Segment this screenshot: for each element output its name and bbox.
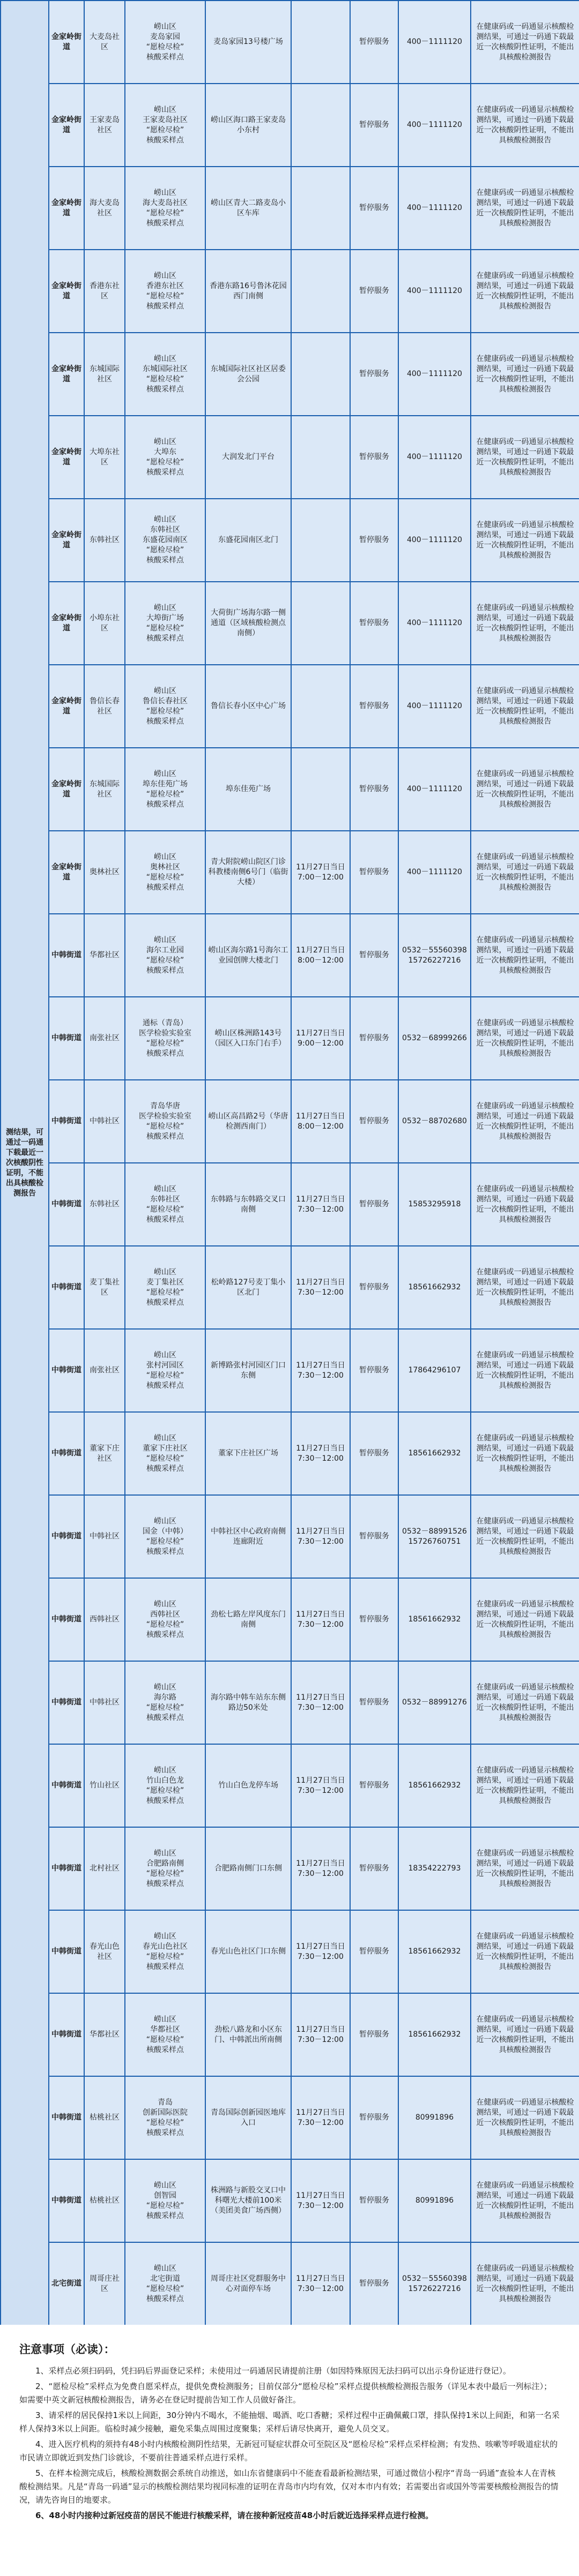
time-cell <box>291 1 350 84</box>
community-cell: 小埠东社区 <box>84 582 125 665</box>
service-status-cell: 暂停服务 <box>350 1744 398 1827</box>
community-cell: 海大麦岛社区 <box>84 167 125 250</box>
street-cell: 中韩街道 <box>49 1661 84 1744</box>
address-cell: 海尔路中韩车站东东侧路边50米处 <box>205 1661 291 1744</box>
table-row <box>1 167 579 250</box>
table-row <box>1 1661 579 1744</box>
service-status-cell: 暂停服务 <box>350 914 398 997</box>
community-cell: 华都社区 <box>84 914 125 997</box>
site-name-cell: 崂山区 麦丁集社区 “愿检尽检” 核酸采样点 <box>125 1246 205 1329</box>
community-cell: 枯桃社区 <box>84 2159 125 2242</box>
service-status-cell: 暂停服务 <box>350 1246 398 1329</box>
time-cell: 11月27日当日 7:30－12:00 <box>291 2076 350 2159</box>
table-row <box>1 1080 579 1163</box>
notes-section <box>0 2325 579 2576</box>
note-item: 3、请采样的居民保持1米以上间距，30分钟内不喝水，不能抽烟、喝酒、吃口香糖；采样过程中正确佩戴口罩，排队保持1米以上间距，和第一名采样人保持3米以上间距。临检时减少接触，避免采集点周围过度聚集；采样后请尽快离开，避免人员交叉。 <box>19 2410 560 2434</box>
report-note-cell: 在健康码或一码通显示核酸检测结果，可通过一码通下载最近一次核酸阴性证明，不能出具核酸检测报告 <box>471 831 579 914</box>
report-note-cell: 在健康码或一码通显示核酸检测结果，可通过一码通下载最近一次核酸阴性证明，不能出具核酸检测报告 <box>471 582 579 665</box>
site-name-cell: 青岛华唐 医学检验实验室 “愿检尽检” 核酸采样点 <box>125 1080 205 1163</box>
address-cell: 崂山区海尔路1号海尔工业园创牌大楼北门 <box>205 914 291 997</box>
community-cell: 春光山色社区 <box>84 1910 125 1993</box>
phone-cell: 18561662932 <box>398 1744 471 1827</box>
street-cell: 中韩街道 <box>49 1993 84 2076</box>
phone-cell: 17864296107 <box>398 1329 471 1412</box>
service-status-cell: 暂停服务 <box>350 1163 398 1246</box>
phone-cell: 400－1111120 <box>398 499 471 582</box>
street-cell: 中韩街道 <box>49 1246 84 1329</box>
report-note-cell: 在健康码或一码通显示核酸检测结果，可通过一码通下载最近一次核酸阴性证明，不能出具核酸检测报告 <box>471 2076 579 2159</box>
phone-cell: 18561662932 <box>398 1412 471 1495</box>
table-row <box>1 1246 579 1329</box>
street-cell: 中韩街道 <box>49 1495 84 1578</box>
report-note-cell: 在健康码或一码通显示核酸检测结果，可通过一码通下载最近一次核酸阴性证明，不能出具核酸检测报告 <box>471 84 579 167</box>
table-row <box>1 1 579 84</box>
street-cell: 中韩街道 <box>49 1827 84 1910</box>
table-row <box>1 1329 579 1412</box>
address-cell: 青大附院崂山院区门诊科教楼南侧6号门（临街大楼） <box>205 831 291 914</box>
site-name-cell: 崂山区 香港东社区 “愿检尽检” 核酸采样点 <box>125 250 205 333</box>
table-row <box>1 1827 579 1910</box>
time-cell <box>291 167 350 250</box>
community-cell: 香港东社区 <box>84 250 125 333</box>
community-cell: 东韩社区 <box>84 1163 125 1246</box>
time-cell <box>291 665 350 748</box>
service-status-cell: 暂停服务 <box>350 333 398 416</box>
report-note-cell: 在健康码或一码通显示核酸检测结果，可通过一码通下载最近一次核酸阴性证明，不能出具核酸检测报告 <box>471 1329 579 1412</box>
community-cell: 竹山社区 <box>84 1744 125 1827</box>
service-status-cell: 暂停服务 <box>350 1910 398 1993</box>
table-row <box>1 1910 579 1993</box>
table-row <box>1 84 579 167</box>
time-cell <box>291 748 350 831</box>
address-cell: 崂山区海口路王家麦岛小东村 <box>205 84 291 167</box>
community-cell: 中韩社区 <box>84 1080 125 1163</box>
table-row <box>1 665 579 748</box>
address-cell: 青岛国际创新园医地库入口 <box>205 2076 291 2159</box>
site-name-cell: 崂山区 海尔工业园 “愿检尽检” 核酸采样点 <box>125 914 205 997</box>
site-name-cell: 崂山区 国金（中韩） “愿检尽检” 核酸采样点 <box>125 1495 205 1578</box>
service-status-cell: 暂停服务 <box>350 1827 398 1910</box>
street-cell: 金家岭街道 <box>49 665 84 748</box>
street-cell: 中韩街道 <box>49 1744 84 1827</box>
service-status-cell: 暂停服务 <box>350 1578 398 1661</box>
site-name-cell: 青岛 创新国际医院 “愿检尽检” 核酸采样点 <box>125 2076 205 2159</box>
community-cell: 奥林社区 <box>84 831 125 914</box>
report-note-cell: 在健康码或一码通显示核酸检测结果，可通过一码通下载最近一次核酸阴性证明，不能出具核酸检测报告 <box>471 914 579 997</box>
street-cell: 中韩街道 <box>49 1163 84 1246</box>
community-cell: 中韩社区 <box>84 1495 125 1578</box>
service-status-cell: 暂停服务 <box>350 1495 398 1578</box>
address-cell: 东韩路与东韩路交叉口南侧 <box>205 1163 291 1246</box>
report-note-cell: 在健康码或一码通显示核酸检测结果，可通过一码通下载最近一次核酸阴性证明，不能出具核酸检测报告 <box>471 1412 579 1495</box>
address-cell: 合肥路南侧门口东侧 <box>205 1827 291 1910</box>
community-cell: 周哥庄社区 <box>84 2242 125 2325</box>
report-note-cell: 在健康码或一码通显示核酸检测结果，可通过一码通下载最近一次核酸阴性证明，不能出具核酸检测报告 <box>471 997 579 1080</box>
street-cell: 中韩街道 <box>49 914 84 997</box>
report-note-cell: 在健康码或一码通显示核酸检测结果，可通过一码通下载最近一次核酸阴性证明，不能出具核酸检测报告 <box>471 2159 579 2242</box>
community-cell: 董家下庄社区 <box>84 1412 125 1495</box>
service-status-cell: 暂停服务 <box>350 1329 398 1412</box>
site-name-cell: 崂山区 海大麦岛社区 “愿检尽检” 核酸采样点 <box>125 167 205 250</box>
report-note-cell: 在健康码或一码通显示核酸检测结果，可通过一码通下载最近一次核酸阴性证明，不能出具核酸检测报告 <box>471 2242 579 2325</box>
report-note-cell: 在健康码或一码通显示核酸检测结果，可通过一码通下载最近一次核酸阴性证明，不能出具核酸检测报告 <box>471 1 579 84</box>
service-status-cell: 暂停服务 <box>350 1080 398 1163</box>
street-cell: 中韩街道 <box>49 2076 84 2159</box>
phone-cell: 400－1111120 <box>398 333 471 416</box>
service-status-cell: 暂停服务 <box>350 1993 398 2076</box>
street-cell: 北宅街道 <box>49 2242 84 2325</box>
phone-cell: 400－1111120 <box>398 582 471 665</box>
site-name-cell: 崂山区 奥林社区 “愿检尽检” 核酸采样点 <box>125 831 205 914</box>
site-name-cell: 通标（青岛） 医学检验实验室 “愿检尽检” 核酸采样点 <box>125 997 205 1080</box>
address-cell: 东盛花园南区北门 <box>205 499 291 582</box>
site-name-cell: 崂山区 王家麦岛社区 “愿检尽检” 核酸采样点 <box>125 84 205 167</box>
table-row <box>1 1412 579 1495</box>
community-cell: 枯桃社区 <box>84 2076 125 2159</box>
table-row <box>1 831 579 914</box>
time-cell <box>291 333 350 416</box>
phone-cell: 18561662932 <box>398 1910 471 1993</box>
address-cell: 大润发北门平台 <box>205 416 291 499</box>
service-status-cell: 暂停服务 <box>350 1412 398 1495</box>
service-status-cell: 暂停服务 <box>350 416 398 499</box>
time-cell: 11月27日当日 7:30－12:00 <box>291 2242 350 2325</box>
time-cell: 11月27日当日 7:30－12:00 <box>291 1495 350 1578</box>
service-status-cell: 暂停服务 <box>350 2076 398 2159</box>
time-cell: 11月27日当日 7:30－12:00 <box>291 1827 350 1910</box>
address-cell: 竹山白色龙停车场 <box>205 1744 291 1827</box>
time-cell: 11月27日当日 7:30－12:00 <box>291 1246 350 1329</box>
time-cell <box>291 84 350 167</box>
address-cell: 周哥庄社区党群服务中心对面停车场 <box>205 2242 291 2325</box>
report-note-cell: 在健康码或一码通显示核酸检测结果，可通过一码通下载最近一次核酸阴性证明，不能出具核酸检测报告 <box>471 665 579 748</box>
site-name-cell: 崂山区 西韩社区 “愿检尽检” 核酸采样点 <box>125 1578 205 1661</box>
community-cell: 华都社区 <box>84 1993 125 2076</box>
street-cell: 金家岭街道 <box>49 499 84 582</box>
service-status-cell: 暂停服务 <box>350 250 398 333</box>
report-note-cell: 在健康码或一码通显示核酸检测结果，可通过一码通下载最近一次核酸阴性证明，不能出具核酸检测报告 <box>471 1495 579 1578</box>
phone-cell: 0532－55560398 15726227216 <box>398 914 471 997</box>
site-name-cell: 崂山区 春光山色社区 “愿检尽检” 核酸采样点 <box>125 1910 205 1993</box>
table-row <box>1 1163 579 1246</box>
table-row <box>1 2242 579 2325</box>
time-cell <box>291 499 350 582</box>
service-status-cell: 暂停服务 <box>350 84 398 167</box>
address-cell: 埠东佳苑广场 <box>205 748 291 831</box>
time-cell: 11月27日当日 7:30－12:00 <box>291 1329 350 1412</box>
report-note-cell: 在健康码或一码通显示核酸检测结果，可通过一码通下载最近一次核酸阴性证明，不能出具核酸检测报告 <box>471 748 579 831</box>
time-cell: 11月27日当日 7:00－12:00 <box>291 831 350 914</box>
phone-cell: 0532－88991526 15726760751 <box>398 1495 471 1578</box>
street-cell: 中韩街道 <box>49 2159 84 2242</box>
community-cell: 王家麦岛社区 <box>84 84 125 167</box>
site-name-cell: 崂山区 麦岛家园 “愿检尽检” 核酸采样点 <box>125 1 205 84</box>
phone-cell: 400－1111120 <box>398 748 471 831</box>
community-cell: 东韩社区 <box>84 499 125 582</box>
community-cell: 东城国际社区 <box>84 748 125 831</box>
address-cell: 春光山色社区门口东侧 <box>205 1910 291 1993</box>
address-cell: 劲松八路龙和小区东门、中韩派出所南侧 <box>205 1993 291 2076</box>
time-cell <box>291 250 350 333</box>
phone-cell: 400－1111120 <box>398 84 471 167</box>
phone-cell: 80991896 <box>398 2159 471 2242</box>
time-cell: 11月27日当日 7:30－12:00 <box>291 1993 350 2076</box>
phone-cell: 400－1111120 <box>398 1 471 84</box>
time-cell: 11月27日当日 8:00－12:00 <box>291 1080 350 1163</box>
report-note-cell: 在健康码或一码通显示核酸检测结果，可通过一码通下载最近一次核酸阴性证明，不能出具核酸检测报告 <box>471 1910 579 1993</box>
phone-cell: 18561662932 <box>398 1246 471 1329</box>
table-row <box>1 1744 579 1827</box>
table-row <box>1 250 579 333</box>
street-cell: 中韩街道 <box>49 1329 84 1412</box>
site-name-cell: 崂山区 张村河园区 “愿检尽检” 核酸采样点 <box>125 1329 205 1412</box>
note-item: 6、48小时内接种过新冠疫苗的居民不能进行核酸采样，请在接种新冠疫苗48小时后就近选择采样点进行检测。 <box>35 2511 434 2520</box>
phone-cell: 400－1111120 <box>398 665 471 748</box>
table-row <box>1 1495 579 1578</box>
table-row <box>1 748 579 831</box>
address-cell: 新博路张村河园区门口东侧 <box>205 1329 291 1412</box>
site-name-cell: 崂山区 东韩社区 东盛花园南区 “愿检尽检” 核酸采样点 <box>125 499 205 582</box>
phone-cell: 400－1111120 <box>398 250 471 333</box>
service-status-cell: 暂停服务 <box>350 167 398 250</box>
service-status-cell: 暂停服务 <box>350 748 398 831</box>
table-row <box>1 416 579 499</box>
site-name-cell: 崂山区 东韩社区 “愿检尽检” 核酸采样点 <box>125 1163 205 1246</box>
street-cell: 金家岭街道 <box>49 167 84 250</box>
table-row <box>1 914 579 997</box>
address-cell: 东城国际社区社区居委会公园 <box>205 333 291 416</box>
time-cell: 11月27日当日 7:30－12:00 <box>291 1578 350 1661</box>
service-status-cell: 暂停服务 <box>350 1 398 84</box>
street-cell: 中韩街道 <box>49 997 84 1080</box>
side-note-text: 测结果，可通过一码通下载最近一次核酸阴性证明，不能出具核酸检测报告 <box>1 1 49 2325</box>
note-item: 2、“愿检尽检”采样点为免费自愿采样点，提供免费检测服务；目前仅部分“愿检尽检”采样点提供核酸检测报告服务（详见本表中最后一列标注）；如需要中英文新冠核酸检测报告，请务必在登记时提前告知工作人员做好备注。 <box>19 2382 552 2405</box>
time-cell: 11月27日当日 8:00－12:00 <box>291 914 350 997</box>
report-note-cell: 在健康码或一码通显示核酸检测结果，可通过一码通下载最近一次核酸阴性证明，不能出具核酸检测报告 <box>471 1246 579 1329</box>
time-cell: 11月27日当日 7:30－12:00 <box>291 1412 350 1495</box>
site-name-cell: 崂山区 竹山白色龙 “愿检尽检” 核酸采样点 <box>125 1744 205 1827</box>
street-cell: 金家岭街道 <box>49 1 84 84</box>
time-cell: 11月27日当日 7:30－12:00 <box>291 1910 350 1993</box>
street-cell: 金家岭街道 <box>49 333 84 416</box>
address-cell: 崂山区株洲路143号（园区入口东门右手） <box>205 997 291 1080</box>
community-cell: 南张社区 <box>84 1329 125 1412</box>
community-cell: 南张社区 <box>84 997 125 1080</box>
report-note-cell: 在健康码或一码通显示核酸检测结果，可通过一码通下载最近一次核酸阴性证明，不能出具核酸检测报告 <box>471 1578 579 1661</box>
street-cell: 金家岭街道 <box>49 250 84 333</box>
time-cell: 11月27日当日 7:30－12:00 <box>291 1744 350 1827</box>
address-cell: 香港东路16号鲁沐花园西门南侧 <box>205 250 291 333</box>
table-row <box>1 499 579 582</box>
site-name-cell: 崂山区 鲁信长春社区 “愿检尽检” 核酸采样点 <box>125 665 205 748</box>
service-status-cell: 暂停服务 <box>350 997 398 1080</box>
site-name-cell: 崂山区 埠东佳苑广场 “愿检尽检” 核酸采样点 <box>125 748 205 831</box>
note-item: 5、在样本检测完成后，核酸检测数据会系统自动推送，如山东省健康码中不能查看最新检测结果，可通过微信小程序“青岛一码通”查验本人在青核酸检测结果。凡是“青岛一码通”显示的核酸检测结果均视同标准的证明在青岛市内均有效，仅对本市内有效；若需要出省或国外等需要核酸检测报告的情况，请先咨询目的地要求。 <box>19 2468 559 2505</box>
phone-cell: 18354222793 <box>398 1827 471 1910</box>
service-status-cell: 暂停服务 <box>350 2242 398 2325</box>
phone-cell: 80991896 <box>398 2076 471 2159</box>
service-status-cell: 暂停服务 <box>350 665 398 748</box>
street-cell: 中韩街道 <box>49 1578 84 1661</box>
phone-cell: 0532－88702680 <box>398 1080 471 1163</box>
site-name-cell: 崂山区 海尔路 “愿检尽检” 核酸采样点 <box>125 1661 205 1744</box>
phone-cell: 18561662932 <box>398 1578 471 1661</box>
report-note-cell: 在健康码或一码通显示核酸检测结果，可通过一码通下载最近一次核酸阴性证明，不能出具核酸检测报告 <box>471 1993 579 2076</box>
site-name-cell: 崂山区 创智园 “愿检尽检” 核酸采样点 <box>125 2159 205 2242</box>
street-cell: 中韩街道 <box>49 1910 84 1993</box>
phone-cell: 400－1111120 <box>398 416 471 499</box>
time-cell <box>291 582 350 665</box>
report-note-cell: 在健康码或一码通显示核酸检测结果，可通过一码通下载最近一次核酸阴性证明，不能出具核酸检测报告 <box>471 1827 579 1910</box>
service-status-cell: 暂停服务 <box>350 499 398 582</box>
time-cell: 11月27日当日 7:30－12:00 <box>291 2159 350 2242</box>
phone-cell: 0532－68999266 <box>398 997 471 1080</box>
time-cell: 11月27日当日 7:30－12:00 <box>291 1163 350 1246</box>
street-cell: 金家岭街道 <box>49 84 84 167</box>
community-cell: 麦丁集社区 <box>84 1246 125 1329</box>
phone-cell: 18561662932 <box>398 1993 471 2076</box>
site-name-cell: 崂山区 东城国际社区 “愿检尽检” 核酸采样点 <box>125 333 205 416</box>
site-name-cell: 崂山区 合肥路南侧 “愿检尽检” 核酸采样点 <box>125 1827 205 1910</box>
report-note-cell: 在健康码或一码通显示核酸检测结果，可通过一码通下载最近一次核酸阴性证明，不能出具核酸检测报告 <box>471 167 579 250</box>
notes-title: 注意事项（必读）： <box>19 2343 115 2356</box>
site-name-cell: 崂山区 大埠街广场 “愿检尽检” 核酸采样点 <box>125 582 205 665</box>
report-note-cell: 在健康码或一码通显示核酸检测结果，可通过一码通下载最近一次核酸阴性证明，不能出具核酸检测报告 <box>471 1163 579 1246</box>
phone-cell: 0532－88991276 <box>398 1661 471 1744</box>
report-note-cell: 在健康码或一码通显示核酸检测结果，可通过一码通下载最近一次核酸阴性证明，不能出具核酸检测报告 <box>471 499 579 582</box>
phone-cell: 400－1111120 <box>398 831 471 914</box>
table-row <box>1 582 579 665</box>
address-cell: 大荷街广场海尔路一侧通道（区域核酸检测点南侧） <box>205 582 291 665</box>
community-cell: 北村社区 <box>84 1827 125 1910</box>
report-note-cell: 在健康码或一码通显示核酸检测结果，可通过一码通下载最近一次核酸阴性证明，不能出具核酸检测报告 <box>471 1661 579 1744</box>
table-row <box>1 2159 579 2242</box>
report-note-cell: 在健康码或一码通显示核酸检测结果，可通过一码通下载最近一次核酸阴性证明，不能出具核酸检测报告 <box>471 416 579 499</box>
phone-cell: 400－1111120 <box>398 167 471 250</box>
site-name-cell: 崂山区 北宅街道 “愿检尽检” 核酸采样点 <box>125 2242 205 2325</box>
community-cell: 中韩社区 <box>84 1661 125 1744</box>
address-cell: 中韩社区中心政府南侧连廊附近 <box>205 1495 291 1578</box>
table-row <box>1 2076 579 2159</box>
table-row <box>1 1993 579 2076</box>
time-cell <box>291 416 350 499</box>
community-cell: 大埠东社区 <box>84 416 125 499</box>
phone-cell: 0532－55560398 15726227216 <box>398 2242 471 2325</box>
address-cell: 董家下庄社区广场 <box>205 1412 291 1495</box>
street-cell: 金家岭街道 <box>49 582 84 665</box>
address-cell: 崂山区高昌路2号（华唐检测西南门） <box>205 1080 291 1163</box>
address-cell: 麦岛家园13号楼广场 <box>205 1 291 84</box>
report-note-cell: 在健康码或一码通显示核酸检测结果，可通过一码通下载最近一次核酸阴性证明，不能出具核酸检测报告 <box>471 1080 579 1163</box>
service-status-cell: 暂停服务 <box>350 2159 398 2242</box>
address-cell: 株洲路与新股交叉口中科曙光大楼前100米（美团美食广场西侧） <box>205 2159 291 2242</box>
note-item: 1、采样点必须扫码码，凭扫码后界面登记采样；未使用过一码通居民请提前注册（如因特殊原因无法扫码可以出示身份证进行登记）。 <box>35 2366 511 2376</box>
table-row <box>1 997 579 1080</box>
street-cell: 中韩街道 <box>49 1080 84 1163</box>
address-cell: 松岭路127号麦丁集小区北门 <box>205 1246 291 1329</box>
site-name-cell: 崂山区 大埠东 “愿检尽检” 核酸采样点 <box>125 416 205 499</box>
community-cell: 西韩社区 <box>84 1578 125 1661</box>
community-cell: 鲁信长春社区 <box>84 665 125 748</box>
address-cell: 鲁信长春小区中心广场 <box>205 665 291 748</box>
report-note-cell: 在健康码或一码通显示核酸检测结果，可通过一码通下载最近一次核酸阴性证明，不能出具核酸检测报告 <box>471 250 579 333</box>
phone-cell: 15853295918 <box>398 1163 471 1246</box>
address-cell: 劲松七路左岸风度东门南侧 <box>205 1578 291 1661</box>
site-name-cell: 崂山区 董家下庄社区 “愿检尽检” 核酸采样点 <box>125 1412 205 1495</box>
site-name-cell: 崂山区 华都社区 “愿检尽检” 核酸采样点 <box>125 1993 205 2076</box>
street-cell: 金家岭街道 <box>49 831 84 914</box>
community-cell: 东城国际社区 <box>84 333 125 416</box>
community-cell: 大麦岛社区 <box>84 1 125 84</box>
table-row <box>1 1578 579 1661</box>
street-cell: 金家岭街道 <box>49 416 84 499</box>
street-cell: 金家岭街道 <box>49 748 84 831</box>
table-row <box>1 333 579 416</box>
note-item: 4、进入医疗机构的须持有48小时内核酸检测阴性结果，无新冠可疑症状群众可至院区及“愿检尽检”采样点采样检测；有发热、咳嗽等呼吸道症状的市民请立即就近到发热门诊就诊，不要前往普通采样点进行采样。 <box>19 2439 558 2462</box>
street-cell: 中韩街道 <box>49 1412 84 1495</box>
time-cell: 11月27日当日 7:30－12:00 <box>291 1661 350 1744</box>
report-note-cell: 在健康码或一码通显示核酸检测结果，可通过一码通下载最近一次核酸阴性证明，不能出具核酸检测报告 <box>471 1744 579 1827</box>
service-status-cell: 暂停服务 <box>350 1661 398 1744</box>
service-status-cell: 暂停服务 <box>350 831 398 914</box>
report-note-cell: 在健康码或一码通显示核酸检测结果，可通过一码通下载最近一次核酸阴性证明，不能出具核酸检测报告 <box>471 333 579 416</box>
address-cell: 崂山区青大二路麦岛小区车库 <box>205 167 291 250</box>
time-cell: 11月27日当日 9:00－12:00 <box>291 997 350 1080</box>
service-status-cell: 暂停服务 <box>350 582 398 665</box>
